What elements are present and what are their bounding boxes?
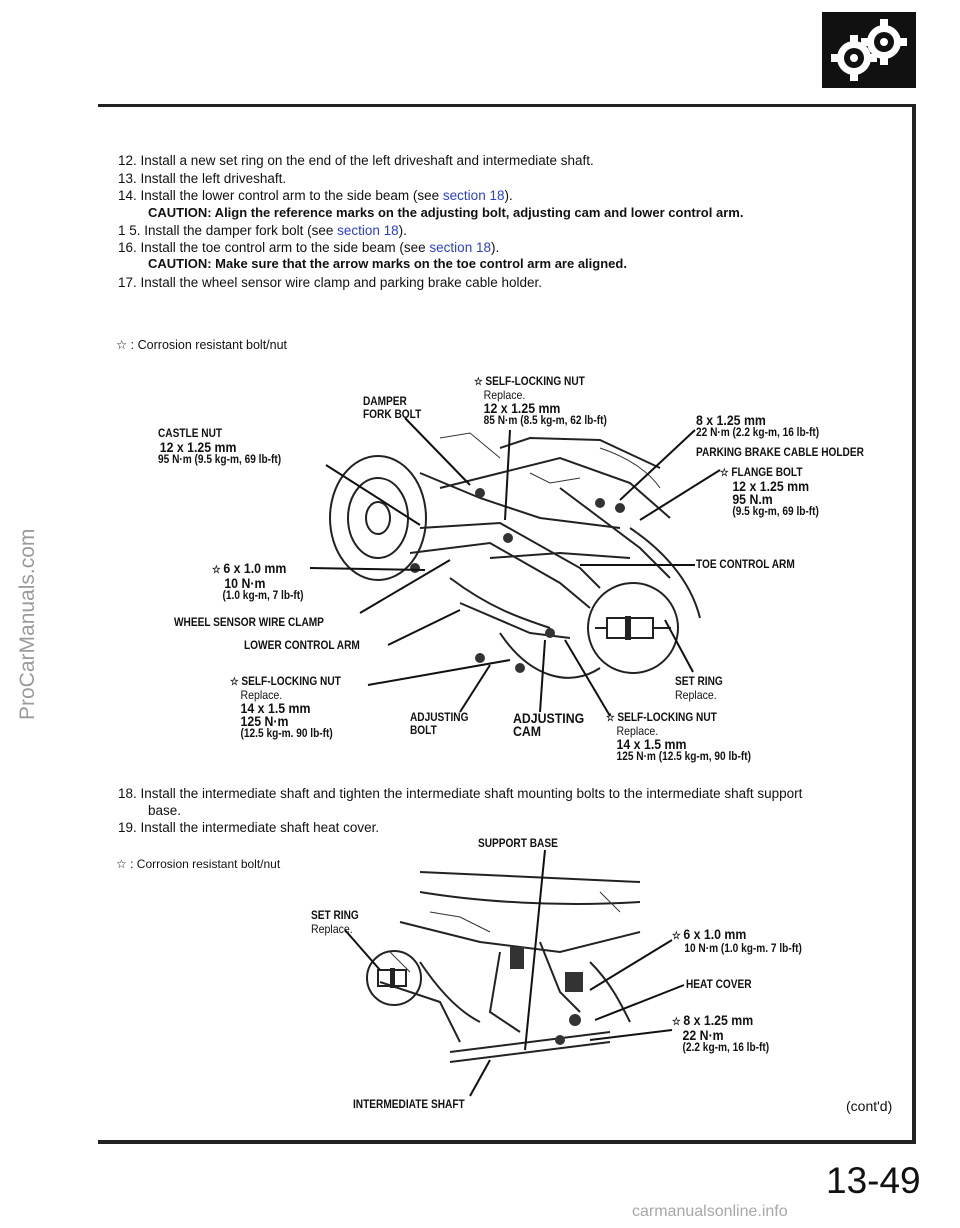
- step-18: 18. Install the intermediate shaft and tighten the intermediate shaft mounting bolts to the intermediate shaft support: [118, 786, 803, 801]
- label-line: 22 N·m: [682, 1027, 724, 1043]
- label-line: 10 N·m: [224, 575, 266, 591]
- label-line: BOLT: [410, 725, 437, 737]
- label-line: 125 N·m: [240, 713, 289, 729]
- label-line: SELF-LOCKING NUT: [617, 712, 717, 724]
- label-line: DAMPER: [363, 396, 407, 408]
- label-toe-control-arm: TOE CONTROL ARM: [696, 559, 795, 571]
- label-line: 6 x 1.0 mm: [683, 926, 747, 942]
- label-bolt-6x10-2: [672, 928, 802, 956]
- star-icon: ☆: [606, 712, 615, 724]
- label-set-ring-2: [311, 910, 359, 936]
- label-bolt-8x125-2: [672, 1014, 769, 1055]
- label-line: SELF-LOCKING NUT: [241, 676, 341, 688]
- label-line: SET RING: [675, 676, 723, 688]
- label-line: SELF-LOCKING NUT: [485, 376, 585, 388]
- link-suffix: ).: [504, 188, 513, 203]
- star-icon: ☆: [212, 564, 221, 576]
- label-line: CASTLE NUT: [158, 428, 223, 440]
- link-suffix: ).: [490, 240, 500, 255]
- label-line: 8 x 1.25 mm: [683, 1012, 754, 1028]
- label-line: (2.2 kg-m, 16 lb-ft): [682, 1042, 770, 1054]
- label-line: Replace.: [240, 688, 283, 702]
- caution-align-marks: CAUTION: Align the reference marks on the adjusting bolt, adjusting cam and lower control arm.: [148, 205, 744, 220]
- caution-arrow-marks: CAUTION: Make sure that the arrow marks on the toe control arm are aligned.: [148, 256, 627, 271]
- legend-star: ☆ :: [116, 338, 135, 352]
- label-intermediate-shaft: INTERMEDIATE SHAFT: [353, 1099, 465, 1111]
- label-line: 14 x 1.5 mm: [616, 736, 687, 752]
- label-lower-control-arm: LOWER CONTROL ARM: [244, 640, 360, 652]
- label-line: (12.5 kg-m. 90 lb-ft): [240, 728, 333, 740]
- label-line: 125 N·m (12.5 kg-m, 90 lb-ft): [616, 751, 751, 763]
- legend-star: ☆ :: [116, 857, 134, 871]
- label-line: (1.0 kg-m, 7 lb-ft): [222, 590, 304, 602]
- label-line: ADJUSTING: [410, 712, 469, 724]
- star-icon: ☆: [672, 1016, 681, 1028]
- step-13: 13. Install the left driveshaft.: [118, 171, 287, 186]
- label-line: FORK BOLT: [363, 409, 422, 421]
- star-icon: ☆: [720, 467, 729, 479]
- section-18-link[interactable]: section 18: [442, 188, 505, 203]
- page-number: 13-49: [826, 1160, 921, 1201]
- label-line: 10 N·m (1.0 kg-m. 7 lb-ft): [684, 943, 802, 955]
- label-line: 8 x 1.25 mm: [696, 412, 766, 428]
- label-line: 95 N·m (9.5 kg-m, 69 lb-ft): [158, 454, 282, 466]
- step-14-text: 14. Install the lower control arm to the side beam (see: [118, 188, 443, 203]
- step-19: 19. Install the intermediate shaft heat cover.: [118, 820, 380, 835]
- step-15-text: 1 5. Install the damper fork bolt (see: [118, 223, 338, 238]
- section-18-link[interactable]: section 18: [429, 240, 491, 255]
- label-line: 95 N.m: [732, 491, 773, 507]
- label-line: 6 x 1.0 mm: [223, 560, 287, 576]
- label-support-base: SUPPORT BASE: [478, 838, 558, 850]
- label-line: FLANGE BOLT: [731, 467, 803, 479]
- star-icon: ☆: [672, 930, 681, 942]
- legend-text: Corrosion resistant bolt/nut: [137, 338, 288, 352]
- label-line: 22 N·m (2.2 kg-m, 16 lb-ft): [696, 427, 820, 439]
- side-watermark: ProCarManuals.com: [16, 528, 39, 720]
- label-parking-brake-cable-holder: PARKING BRAKE CABLE HOLDER: [696, 447, 864, 459]
- section-18-link[interactable]: section 18: [337, 223, 399, 238]
- star-icon: ☆: [474, 376, 483, 388]
- label-line: Replace.: [675, 688, 717, 702]
- continued-note: (cont'd): [846, 1098, 893, 1114]
- label-line: 85 N·m (8.5 kg-m, 62 lb-ft): [483, 415, 607, 427]
- label-line: 12 x 1.25 mm: [159, 439, 237, 455]
- label-line: Replace.: [483, 388, 526, 402]
- label-line: 12 x 1.25 mm: [732, 478, 810, 494]
- star-icon: ☆: [230, 676, 239, 688]
- label-line: SET RING: [311, 910, 359, 922]
- label-line: CAM: [513, 723, 542, 739]
- step-17: 17. Install the wheel sensor wire clamp and parking brake cable holder.: [118, 275, 542, 290]
- label-line: 14 x 1.5 mm: [240, 700, 311, 716]
- bottom-watermark: carmanualsonline.info: [632, 1203, 788, 1220]
- label-line: Replace.: [311, 922, 353, 936]
- step-16-text: 16. Install the toe control arm to the side beam (see: [118, 240, 430, 255]
- legend-text: Corrosion resistant bolt/nut: [136, 857, 281, 871]
- step-12: 12. Install a new set ring on the end of the left driveshaft and intermediate shaft.: [118, 153, 594, 168]
- label-line: 12 x 1.25 mm: [483, 400, 561, 416]
- label-heat-cover: HEAT COVER: [686, 979, 752, 991]
- step-18-cont: base.: [148, 803, 182, 818]
- label-line: (9.5 kg-m, 69 lb-ft): [732, 506, 819, 518]
- label-wheel-sensor-wire-clamp: WHEEL SENSOR WIRE CLAMP: [174, 617, 324, 629]
- link-suffix: ).: [398, 223, 407, 238]
- label-line: Replace.: [616, 724, 659, 738]
- label-line: ADJUSTING: [513, 710, 585, 726]
